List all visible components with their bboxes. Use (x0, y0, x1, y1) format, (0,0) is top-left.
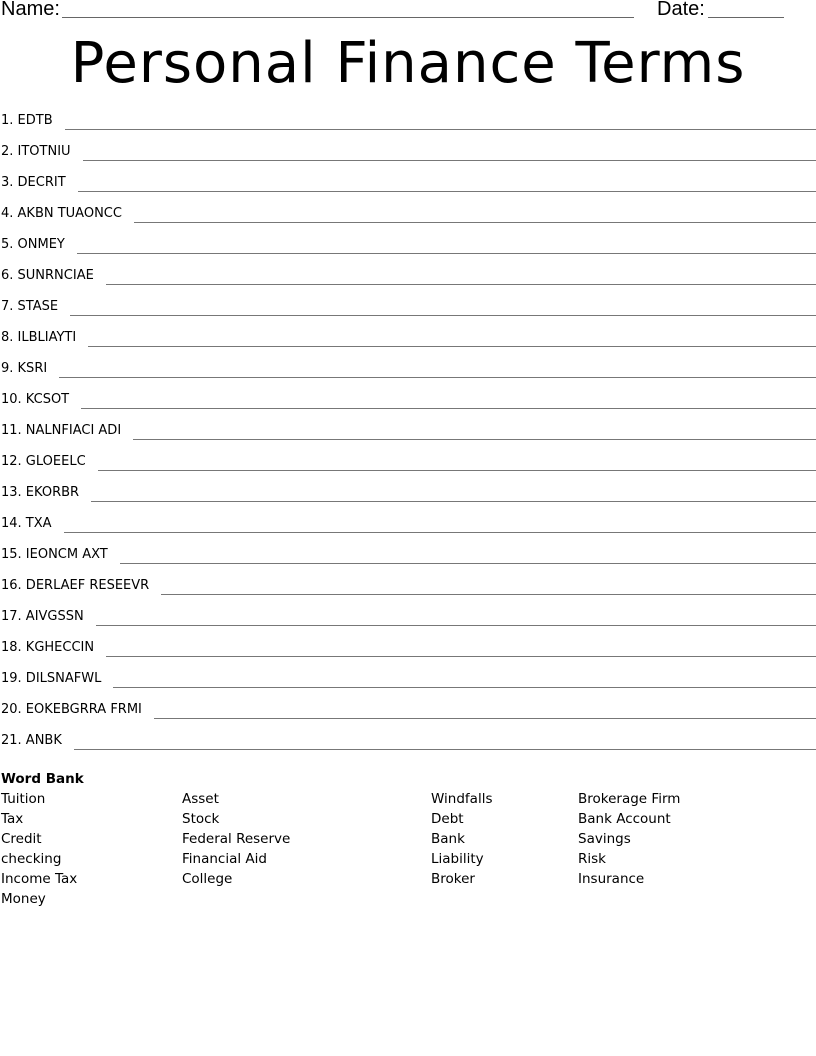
word-bank-item: Insurance (578, 871, 645, 887)
question-row (0, 172, 816, 203)
question-row (0, 544, 816, 575)
question-row (0, 265, 816, 296)
question-row (0, 110, 816, 141)
answer-line[interactable] (83, 160, 816, 161)
word-bank-item: Asset (182, 791, 219, 807)
date-label: Date: (657, 0, 705, 20)
word-bank-item: Tax (1, 811, 24, 827)
scrambled-word: 11. NALNFIACI ADI (1, 423, 122, 438)
word-bank-item: Bank (431, 831, 465, 847)
scrambled-word: 17. AIVGSSN (1, 609, 84, 624)
question-row (0, 637, 816, 668)
scrambled-word: 10. KCSOT (1, 392, 70, 407)
word-bank-title: Word Bank (1, 771, 84, 787)
scrambled-word: 6. SUNRNCIAE (1, 268, 94, 283)
question-row (0, 389, 816, 420)
scrambled-word: 20. EOKEBGRRA FRMI (1, 702, 142, 717)
question-row (0, 327, 816, 358)
word-bank-column (578, 791, 680, 891)
question-row (0, 730, 816, 761)
header (0, 0, 816, 24)
scrambled-word: 19. DILSNAFWL (1, 671, 102, 686)
scrambled-word: 1. EDTB (1, 113, 53, 128)
question-row (0, 699, 816, 730)
answer-line[interactable] (98, 470, 816, 471)
name-label: Name: (1, 0, 60, 20)
scrambled-word: 7. STASE (1, 299, 59, 314)
scrambled-word: 12. GLOEELC (1, 454, 86, 469)
question-row (0, 420, 816, 451)
word-bank-item: checking (1, 851, 62, 867)
question-row (0, 513, 816, 544)
word-bank-item: Bank Account (578, 811, 671, 827)
question-row (0, 606, 816, 637)
word-bank-item: Tuition (1, 791, 46, 807)
question-row (0, 203, 816, 234)
word-bank-item: College (182, 871, 233, 887)
word-bank-item: Liability (431, 851, 484, 867)
word-bank-item: Financial Aid (182, 851, 267, 867)
word-bank-item: Debt (431, 811, 464, 827)
scrambled-word: 4. AKBN TUAONCC (1, 206, 122, 221)
answer-line[interactable] (64, 532, 816, 533)
answer-line[interactable] (161, 594, 816, 595)
question-row (0, 358, 816, 389)
answer-line[interactable] (134, 222, 816, 223)
word-bank-item: Credit (1, 831, 42, 847)
page-title: Personal Finance Terms (70, 31, 746, 96)
answer-line[interactable] (106, 284, 816, 285)
answer-line[interactable] (78, 191, 816, 192)
answer-line[interactable] (70, 315, 816, 316)
question-row (0, 451, 816, 482)
answer-line[interactable] (133, 439, 816, 440)
question-row (0, 482, 816, 513)
word-bank-item: Broker (431, 871, 475, 887)
word-bank-column (182, 791, 290, 891)
word-bank-item: Federal Reserve (182, 831, 291, 847)
word-bank-item: Risk (578, 851, 606, 867)
scrambled-word: 8. ILBLIAYTI (1, 330, 77, 345)
date-answer-line[interactable] (708, 17, 784, 18)
question-row (0, 234, 816, 265)
question-row (0, 575, 816, 606)
answer-line[interactable] (96, 625, 816, 626)
answer-line[interactable] (59, 377, 816, 378)
answer-line[interactable] (154, 718, 816, 719)
scrambled-word: 9. KSRI (1, 361, 48, 376)
word-bank-item: Windfalls (431, 791, 493, 807)
answer-line[interactable] (91, 501, 816, 502)
question-row (0, 668, 816, 699)
word-bank-item: Brokerage Firm (578, 791, 681, 807)
word-bank-item: Stock (182, 811, 220, 827)
scrambled-word: 2. ITOTNIU (1, 144, 71, 159)
word-bank-item: Money (1, 891, 46, 907)
scrambled-word: 13. EKORBR (1, 485, 80, 500)
word-bank-item: Income Tax (1, 871, 78, 887)
scrambled-word: 21. ANBK (1, 733, 62, 748)
scrambled-word: 14. TXA (1, 516, 52, 531)
scrambled-word: 3. DECRIT (1, 175, 66, 190)
answer-line[interactable] (81, 408, 816, 409)
word-bank-item: Savings (578, 831, 631, 847)
answer-line[interactable] (74, 749, 816, 750)
answer-line[interactable] (77, 253, 816, 254)
answer-line[interactable] (113, 687, 816, 688)
answer-line[interactable] (106, 656, 816, 657)
scrambled-word: 16. DERLAEF RESEEVR (1, 578, 150, 593)
name-answer-line[interactable] (62, 17, 634, 18)
question-row (0, 141, 816, 172)
question-row (0, 296, 816, 327)
scrambled-word: 15. IEONCM AXT (1, 547, 108, 562)
word-bank-column (1, 791, 77, 911)
answer-line[interactable] (120, 563, 816, 564)
answer-line[interactable] (88, 346, 816, 347)
scrambled-word: 18. KGHECCIN (1, 640, 95, 655)
scrambled-word: 5. ONMEY (1, 237, 65, 252)
question-list (0, 110, 816, 761)
answer-line[interactable] (65, 129, 816, 130)
word-bank-column (431, 791, 493, 891)
